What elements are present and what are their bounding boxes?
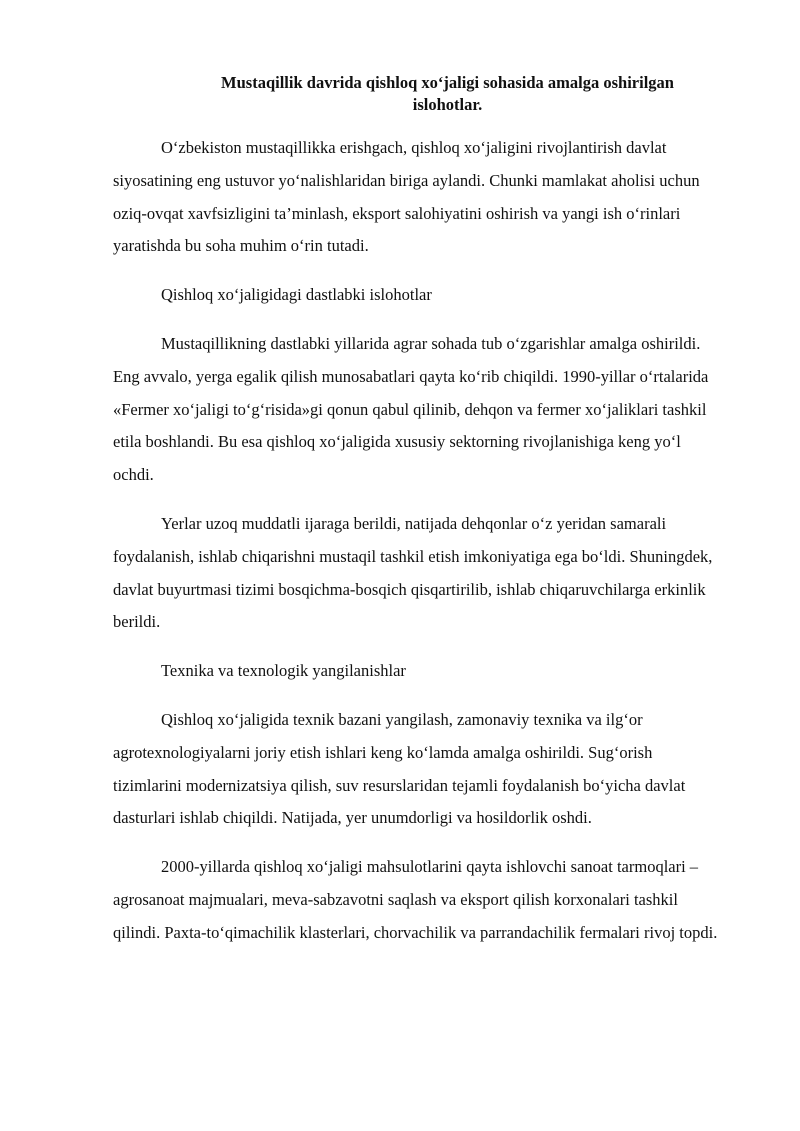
document-title-line-1: Mustaqillik davrida qishloq xo‘jaligi sohasida amalga oshirilgan: [221, 73, 674, 92]
paragraph-technical-base: Qishloq xo‘jaligida texnik bazani yangilash, zamonaviy texnika va ilg‘or agrotexnologiyalarni joriy etish ishlari keng ko‘lamda amalga oshirildi. Sug‘orish tizimlarini modernizatsiya qilish, suv resurslaridan tejamli foydalanish bo‘yicha davlat dasturlari ishlab chiqildi. Natijada, yer unumdorligi va hosildorlik oshdi.: [113, 709, 686, 828]
paragraph-intro: O‘zbekiston mustaqillikka erishgach, qishloq xo‘jaligini rivojlantirish davlat siyosatining eng ustuvor yo‘nalishlaridan biriga aylandi. Chunki mamlakat aholisi uchun oziq-ovqat xavfsizligini ta’minlash, eksport salohiyatini oshirish va yangi ish o‘rinlari yaratishda bu soha muhim o‘rin tutadi.: [113, 138, 700, 256]
section-heading-initial-reforms: Qishloq xo‘jaligidagi dastlabki islohotlar: [161, 285, 432, 305]
document-title-line-2: islohotlar.: [412, 95, 483, 114]
paragraph-land-reform: Mustaqillikning dastlabki yillarida agrar sohada tub o‘zgarishlar amalga oshirildi. Eng avvalo, yerga egalik qilish munosabatlari qayta ko‘rib chiqildi. 1990-yillar o‘rtalarida «Fermer xo‘jaligi to‘g‘risida»gi qonun qabul qilinib, dehqon va fermer xo‘jaliklari tashkil etila boshlandi. Bu esa qishloq xo‘jaligida xususiy sektorning rivojlanishiga keng yo‘l ochdi.: [113, 333, 709, 485]
section-heading-technology: Texnika va texnologik yangilanishlar: [161, 661, 406, 681]
paragraph-agro-industry: 2000-yillarda qishloq xo‘jaligi mahsulotlarini qayta ishlovchi sanoat tarmoqlari – agrosanoat majmualari, meva-sabzavotni saqlash va eksport qilish korxonalari tashkil qilindi. Paxta-to‘qimachilik klasterlari, chorvachilik va parrandachilik fermalari rivoj topdi.: [113, 857, 718, 942]
paragraph-land-lease: Yerlar uzoq muddatli ijaraga berildi, natijada dehqonlar o‘z yeridan samarali foydalanish, ishlab chiqarishni mustaqil tashkil etish imkoniyatiga ega bo‘ldi. Shuningdek, davlat buyurtmasi tizimi bosqichma-bosqich qisqartirilib, ishlab chiqaruvchilarga erkinlik berildi.: [113, 513, 713, 632]
document-title: [113, 72, 720, 116]
